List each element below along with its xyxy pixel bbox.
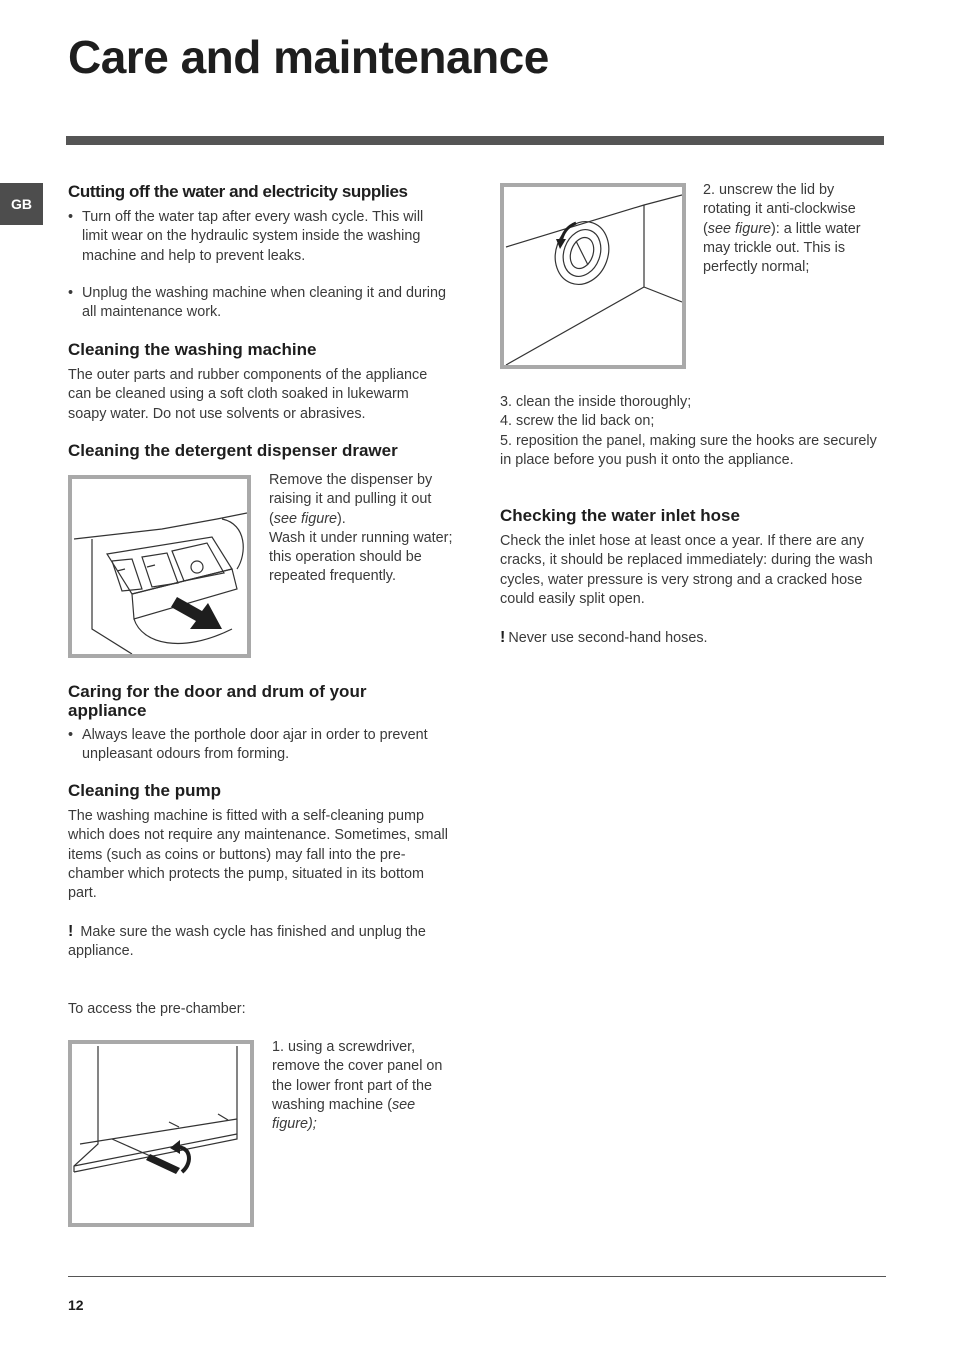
see-figure-ref: see figure	[707, 220, 771, 237]
pump-warning-text: Make sure the wash cycle has finished and unplug the appliance.	[68, 924, 426, 960]
bullet-unplug: • Unplug the washing machine when cleaning it and during all maintenance work.	[68, 284, 448, 323]
dispenser-text-a: Remove the dispenser by raising it and pulling it out (	[269, 472, 433, 527]
page-number: 12	[68, 1297, 84, 1313]
step2-text-a: 2. unscrew the lid by rotating it anti-clockwise (	[703, 182, 856, 237]
dispenser-text-c: Wash it under running water; this operation should be repeated frequently.	[269, 529, 453, 585]
access-prechamber: To access the pre-chamber:	[68, 1001, 246, 1017]
hose-text: Check the inlet hose at least once a year. If there are any cracks, it should be replaced immediately: during the wash cycles, water pressure is very strong and a cracked hose could easily split open.	[500, 533, 873, 607]
bullet-text: Turn off the water tap after every wash cycle. This will limit wear on the hydraulic system inside the washing machine and help to prevent leaks.	[82, 209, 424, 264]
step5: 5. reposition the panel, making sure the hooks are securely in place before you push it onto the appliance.	[500, 432, 877, 468]
warning-icon: !	[500, 629, 506, 646]
step2	[703, 181, 885, 277]
heading-cleaning-machine: Cleaning the washing machine	[68, 340, 317, 359]
heading-door-drum-line2: appliance	[68, 701, 147, 720]
pump-text: The washing machine is fitted with a self-cleaning pump which does not require any maintenance. Sometimes, small items (such as coins or buttons) may fall into the pre-chamber which protects the pump, situated in its bottom part.	[68, 808, 448, 902]
step1	[272, 1038, 450, 1134]
language-tab: GB	[0, 183, 43, 225]
heading-door-drum-line1: Caring for the door and drum of your	[68, 682, 367, 701]
cleaning-machine-text: The outer parts and rubber components of the appliance can be cleaned using a soft cloth soaked in lukewarm soapy water. Do not use solvents or abrasives.	[68, 367, 428, 422]
step4: 4. screw the lid back on;	[500, 413, 655, 430]
page-title: Care and maintenance	[68, 31, 549, 83]
steps-3-5	[500, 393, 890, 470]
bullet-turn-off-tap: • Turn off the water tap after every wash cycle. This will limit wear on the hydraulic system inside the washing machine and help to prevent leaks.	[68, 208, 440, 266]
hose-warning-text: Never use second-hand hoses.	[508, 630, 708, 646]
pump-warning	[68, 922, 448, 962]
dispenser-instructions	[269, 471, 455, 587]
cover-panel-figure	[68, 1040, 254, 1227]
pump-lid-figure	[500, 183, 686, 369]
heading-door-drum	[68, 682, 366, 720]
heading-dispenser: Cleaning the detergent dispenser drawer	[68, 441, 398, 460]
step2-text-b: ): a little water may trickle out. This is perfectly normal;	[703, 220, 861, 276]
see-figure-ref: see figure	[272, 1096, 416, 1133]
bullet-text: Always leave the porthole door ajar in order to prevent unpleasant odours from forming.	[82, 727, 428, 763]
see-figure-ref: see figure	[273, 510, 337, 527]
footer-rule	[68, 1276, 886, 1277]
heading-water-hose: Checking the water inlet hose	[500, 506, 740, 525]
step1-text-b: );	[308, 1116, 317, 1133]
bullet-porthole: • Always leave the porthole door ajar in order to prevent unpleasant odours from forming.	[68, 726, 448, 765]
step1-text-a: 1. using a screwdriver, remove the cover panel on the lower front part of the washing machine (	[272, 1039, 443, 1113]
dispenser-drawer-figure	[68, 475, 251, 658]
heading-cutting-off: Cutting off the water and electricity supplies	[68, 182, 408, 201]
heading-cleaning-pump: Cleaning the pump	[68, 781, 221, 800]
bullet-text: Unplug the washing machine when cleaning it and during all maintenance work.	[82, 285, 447, 321]
step3: 3. clean the inside thoroughly;	[500, 394, 692, 410]
warning-icon: !	[68, 923, 74, 940]
title-rule	[66, 136, 884, 145]
hose-warning	[500, 628, 888, 648]
dispenser-text-b: ).	[337, 510, 346, 527]
